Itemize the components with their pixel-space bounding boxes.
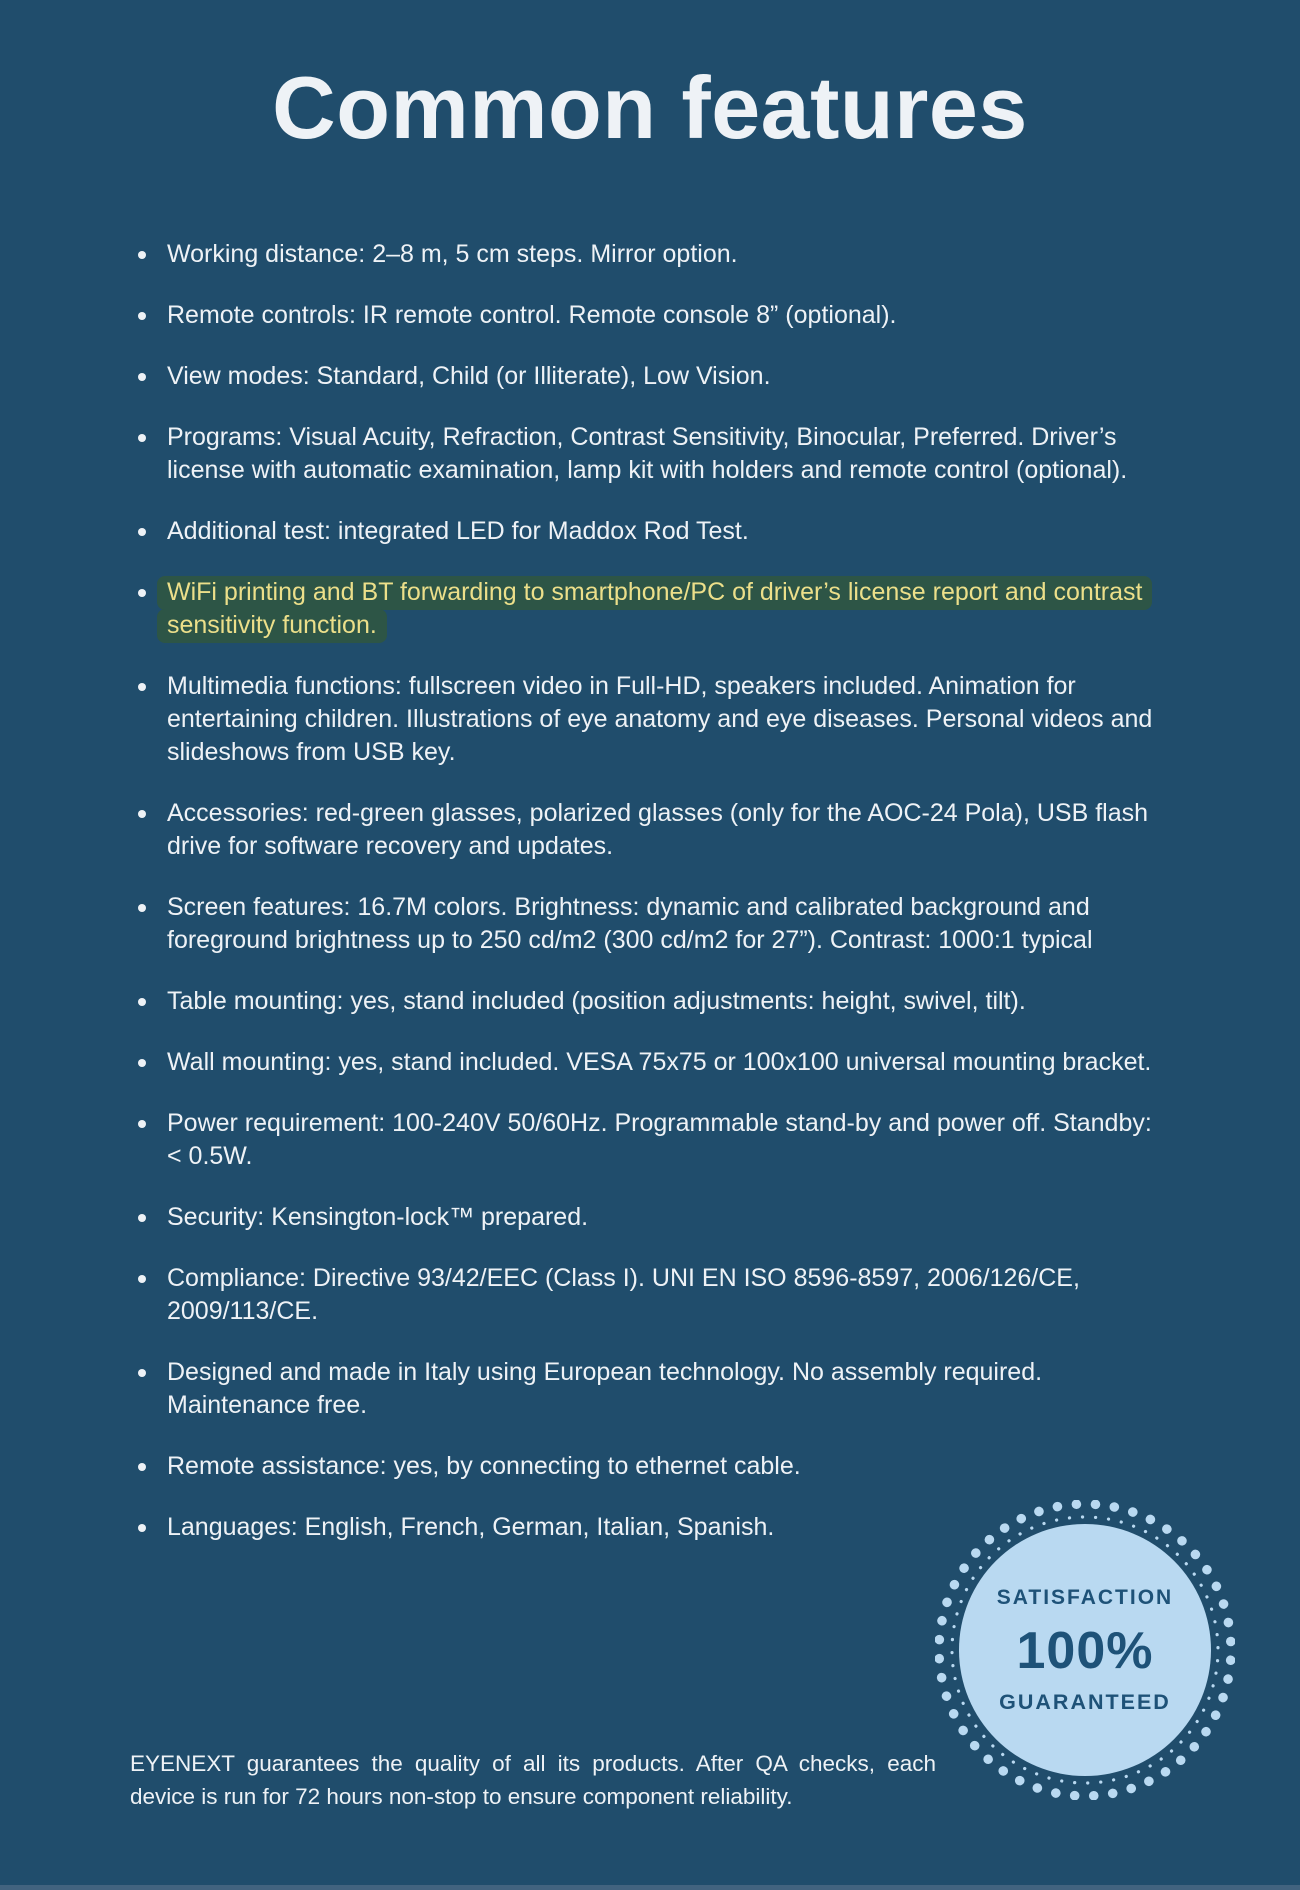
- feature-item: Remote controls: IR remote control. Remote console 8” (optional).: [167, 299, 1172, 332]
- feature-item: Multimedia functions: fullscreen video in Full-HD, speakers included. Animation for entertaining children. Illustrations of eye anatomy and eye diseases. Personal videos and slideshows from USB key.: [167, 670, 1172, 769]
- feature-item: Designed and made in Italy using European technology. No assembly required. Maintenance free.: [167, 1356, 1172, 1422]
- features-list: [167, 238, 1172, 1572]
- badge-guaranteed-label: GUARANTEED: [999, 1689, 1171, 1714]
- page-title: Common features: [272, 58, 1028, 157]
- feature-item: Power requirement: 100-240V 50/60Hz. Programmable stand-by and power off. Standby: < 0.5W.: [167, 1107, 1172, 1173]
- feature-item: Working distance: 2–8 m, 5 cm steps. Mirror option.: [167, 238, 1172, 271]
- badge-percentage: 100%: [1016, 1621, 1154, 1680]
- feature-item: Compliance: Directive 93/42/EEC (Class I). UNI EN ISO 8596-8597, 2006/126/CE, 2009/113/CE.: [167, 1262, 1172, 1328]
- feature-item: Accessories: red-green glasses, polarized glasses (only for the AOC-24 Pola), USB flash drive for software recovery and updates.: [167, 797, 1172, 863]
- feature-item: Programs: Visual Acuity, Refraction, Contrast Sensitivity, Binocular, Preferred. Driver’s license with automatic examination, lamp kit with holders and remote control (optional).: [167, 421, 1172, 487]
- bottom-edge-strip: [0, 1885, 1300, 1890]
- feature-item: Security: Kensington-lock™ prepared.: [167, 1201, 1172, 1234]
- feature-item: Additional test: integrated LED for Maddox Rod Test.: [167, 515, 1172, 548]
- feature-item: Languages: English, French, German, Italian, Spanish.: [167, 1511, 1172, 1544]
- feature-item: View modes: Standard, Child (or Illiterate), Low Vision.: [167, 360, 1172, 393]
- badge-satisfaction-label: SATISFACTION: [996, 1585, 1174, 1609]
- feature-item: Table mounting: yes, stand included (position adjustments: height, swivel, tilt).: [167, 985, 1172, 1018]
- feature-item: Wall mounting: yes, stand included. VESA 75x75 or 100x100 universal mounting bracket.: [167, 1046, 1172, 1079]
- feature-item: Remote assistance: yes, by connecting to ethernet cable.: [167, 1450, 1172, 1483]
- satisfaction-badge: [935, 1500, 1235, 1800]
- guarantee-footer-note: EYENEXT guarantees the quality of all its products. After QA checks, each device is run for 72 hours non-stop to ensure component reliability.: [130, 1751, 936, 1809]
- badge-text: [935, 1500, 1235, 1800]
- feature-item: Screen features: 16.7M colors. Brightness: dynamic and calibrated background and foreground brightness up to 250 cd/m2 (300 cd/m2 for 27”). Contrast: 1000:1 typical: [167, 891, 1172, 957]
- feature-item-highlighted: WiFi printing and BT forwarding to smartphone/PC of driver’s license report and contrast sensitivity function.: [167, 576, 1172, 642]
